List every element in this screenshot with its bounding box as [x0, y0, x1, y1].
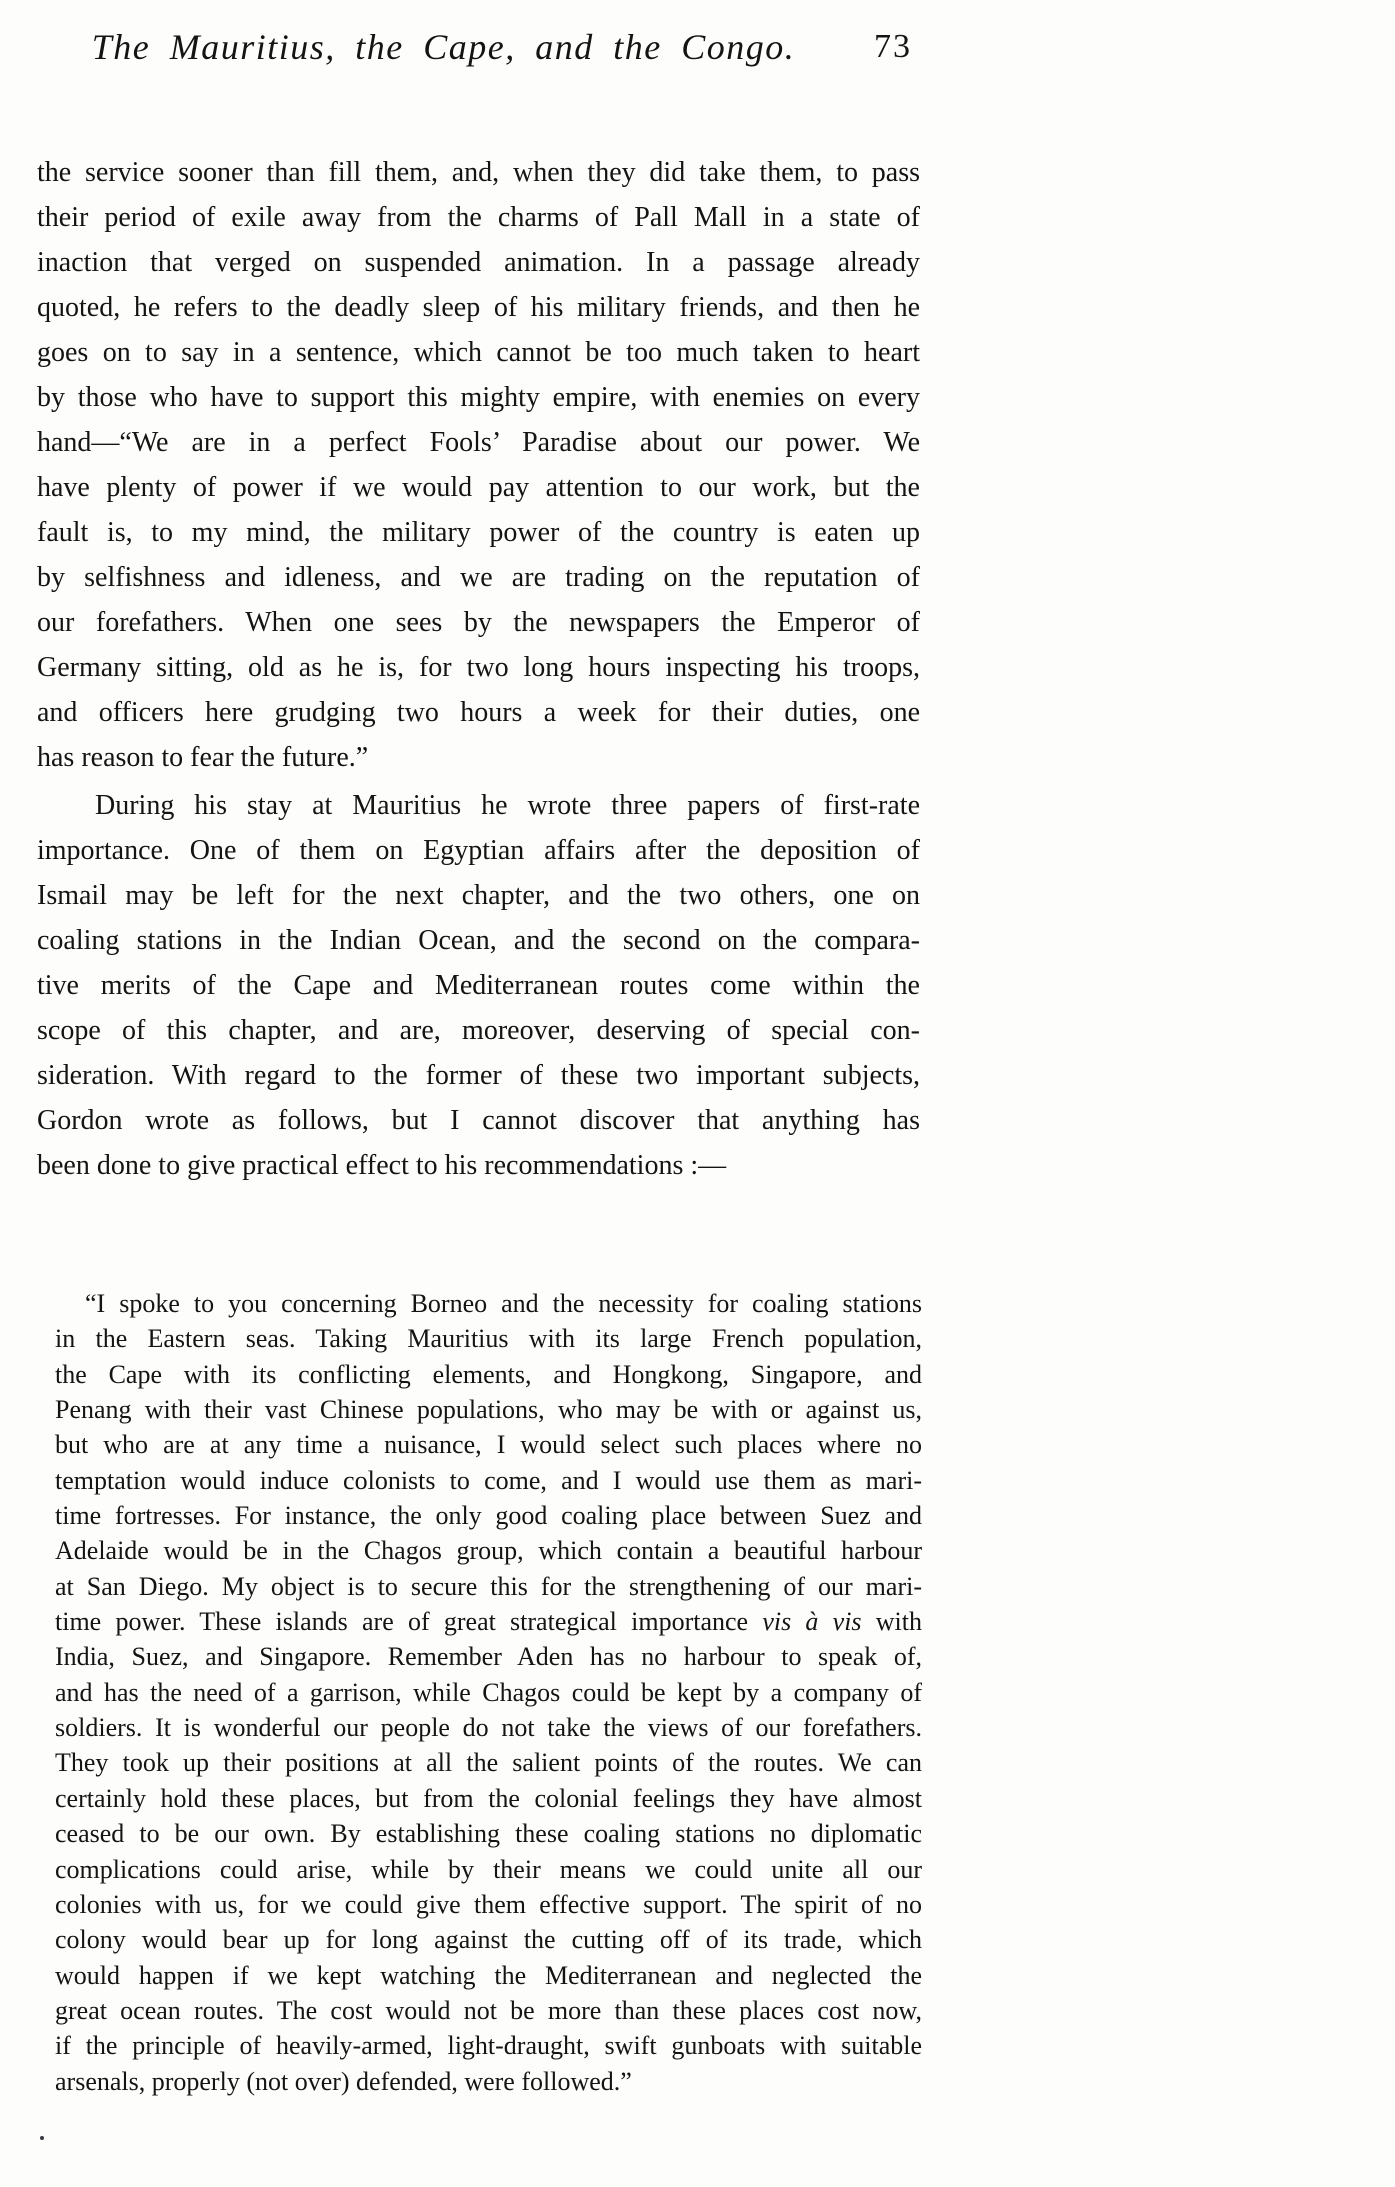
text-line: sideration. With regard to the former of these two important subjects, — [37, 1060, 920, 1091]
text-line: ceased to be our own. By establishing these coaling stations no diplomatic — [55, 1819, 922, 1849]
text-line: complications could arise, while by their means we could unite all our — [55, 1854, 922, 1884]
text-line: “I spoke to you concerning Borneo and the necessity for coaling stations — [85, 1289, 922, 1318]
text-line: temptation would induce colonists to come, and I would use them as mari- — [55, 1465, 922, 1495]
text-line: have plenty of power if we would pay attention to our work, but the — [37, 472, 920, 503]
text-line: scope of this chapter, and are, moreover, deserving of special con- — [37, 1015, 920, 1046]
ink-speck — [40, 2136, 44, 2140]
text-line: been done to give practical effect to his recommendations :— — [37, 1150, 727, 1181]
text-line: hand—“We are in a perfect Fools’ Paradise about our power. We — [37, 427, 920, 458]
text-line: at San Diego. My object is to secure this for the strengthening of our mari- — [55, 1571, 922, 1601]
chapter-running-title: The Mauritius, the Cape, and the Congo. — [91, 27, 796, 67]
text-line: quoted, he refers to the deadly sleep of his military friends, and then he — [37, 292, 920, 323]
text-line: inaction that verged on suspended animation. In a passage already — [37, 247, 920, 278]
text-line: They took up their positions at all the salient points of the routes. We can — [55, 1748, 922, 1778]
text-line: goes on to say in a sentence, which cannot be too much taken to heart — [37, 337, 920, 368]
text-line: Ismail may be left for the next chapter, and the two others, one on — [37, 880, 920, 911]
text-line: our forefathers. When one sees by the newspapers the Emperor of — [37, 607, 920, 638]
text-line: tive merits of the Cape and Mediterranean routes come within the — [37, 970, 920, 1001]
text-line: arsenals, properly (not over) defended, were followed.” — [55, 2066, 632, 2096]
text-line: the Cape with its conflicting elements, and Hongkong, Singapore, and — [55, 1359, 922, 1389]
text-line: colonies with us, for we could give them effective support. The spirit of no — [55, 1889, 922, 1919]
text-line: time fortresses. For instance, the only good coaling place between Suez and — [55, 1501, 922, 1531]
text-line: by those who have to support this mighty empire, with enemies on every — [37, 382, 920, 413]
text-line: the service sooner than fill them, and, when they did take them, to pass — [37, 157, 920, 188]
text-line: their period of exile away from the charms of Pall Mall in a state of — [37, 202, 920, 233]
text-line: coaling stations in the Indian Ocean, and the second on the compara- — [37, 925, 920, 956]
block-quote-gordon-letter — [55, 1286, 922, 2099]
text-line: colony would bear up for long against the cutting off of its trade, which — [55, 1925, 922, 1955]
text-line: in the Eastern seas. Taking Mauritius with its large French population, — [55, 1324, 922, 1354]
text-line: Germany sitting, old as he is, for two long hours inspecting his troops, — [37, 652, 920, 683]
text-line: and has the need of a garrison, while Chagos could be kept by a company of — [55, 1677, 922, 1707]
text-line: fault is, to my mind, the military power of the country is eaten up — [37, 517, 920, 548]
text-line: During his stay at Mauritius he wrote three papers of first-rate — [95, 790, 920, 821]
text-line: certainly hold these places, but from the colonial feelings they have almost — [55, 1783, 922, 1813]
text-line: by selfishness and idleness, and we are trading on the reputation of — [37, 562, 920, 593]
text-line: time power. These islands are of great strategical importance vis à vis with — [55, 1607, 922, 1637]
text-line: India, Suez, and Singapore. Remember Aden has no harbour to speak of, — [55, 1642, 922, 1672]
text-line: Adelaide would be in the Chagos group, which contain a beautiful harbour — [55, 1536, 922, 1566]
text-line: has reason to fear the future.” — [37, 742, 369, 773]
paragraph-continuation — [37, 150, 920, 780]
paragraph-during-stay — [37, 783, 920, 1188]
text-line: and officers here grudging two hours a week for their duties, one — [37, 697, 920, 728]
text-line: importance. One of them on Egyptian affairs after the deposition of — [37, 835, 920, 866]
running-header — [37, 26, 920, 86]
text-line: Penang with their vast Chinese populations, who may be with or against us, — [55, 1395, 922, 1425]
text-line: great ocean routes. The cost would not be more than these places cost now, — [55, 1995, 922, 2025]
text-line: Gordon wrote as follows, but I cannot discover that anything has — [37, 1105, 920, 1136]
page-number: 73 — [874, 28, 912, 65]
text-line: would happen if we kept watching the Mediterranean and neglected the — [55, 1960, 922, 1990]
text-line: if the principle of heavily-armed, light-draught, swift gunboats with suitable — [55, 2031, 922, 2061]
text-line: soldiers. It is wonderful our people do not take the views of our forefathers. — [55, 1713, 922, 1743]
text-line: but who are at any time a nuisance, I would select such places where no — [55, 1430, 922, 1460]
